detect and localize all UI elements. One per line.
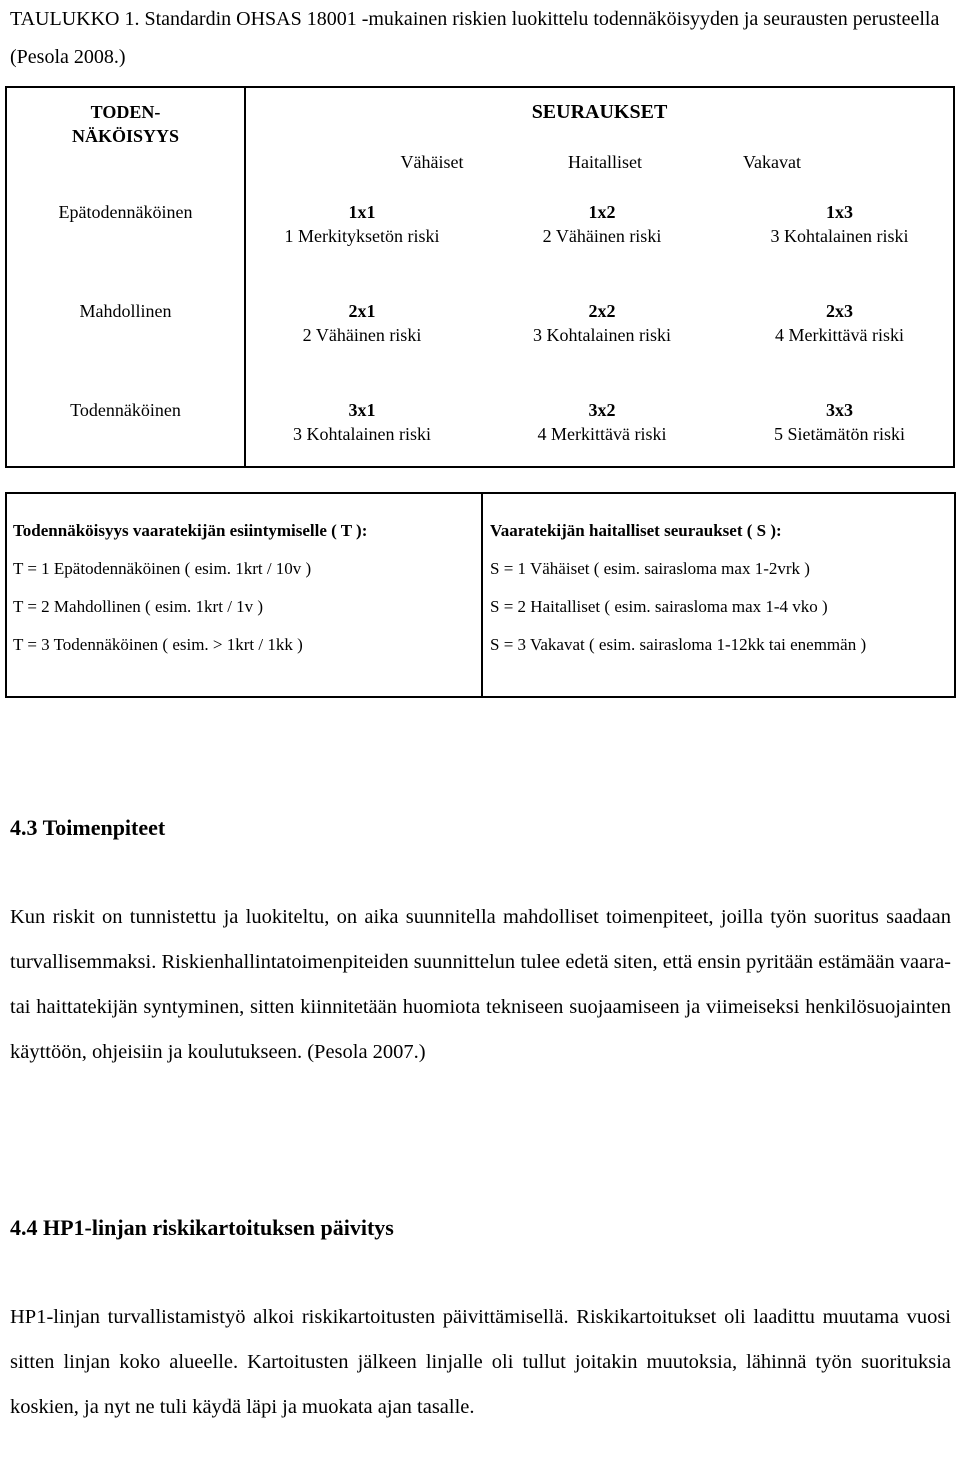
- section-4-4-paragraph: HP1-linjan turvallistamistyö alkoi riskikartoitusten päivittämisellä. Riskikartoitukset oli laadittu muutama vuosi sitten linjan koko alueelle. Kartoitusten jälkeen linjalle oli tullut joitakin muutoksia, lähinnä työn suorituksia koskien, ja nyt ne tuli käydä läpi ja muokata ajan tasalle.: [10, 1306, 951, 1418]
- row-label-possible: Mahdollinen: [79, 301, 172, 321]
- probability-legend: [13, 512, 473, 664]
- legend-item: T = 2 Mahdollinen ( esim. 1krt / 1v ): [13, 597, 264, 616]
- legend-item: S = 1 Vähäiset ( esim. sairasloma max 1-2vrk ): [490, 559, 810, 578]
- consequence-legend: [490, 512, 945, 657]
- matrix-cell-2x3: 2x3 4 Merkittävä riski: [775, 301, 904, 345]
- section-heading-4-4: 4.4 HP1-linjan riskikartoituksen päivitys: [10, 1215, 394, 1240]
- consequences-header: SEURAUKSET: [531, 101, 668, 123]
- matrix-cell-3x3: 3x3 5 Sietämätön riski: [774, 400, 905, 444]
- section-heading-4-3: 4.3 Toimenpiteet: [10, 815, 166, 840]
- matrix-cell-2x1: 2x1 2 Vähäinen riski: [302, 301, 422, 345]
- legend-item: T = 1 Epätodennäköinen ( esim. 1krt / 10v ): [13, 559, 312, 578]
- legend-item: S = 3 Vakavat ( esim. sairasloma 1-12kk tai enemmän ): [490, 635, 867, 654]
- matrix-cell-1x3: 1x3 3 Kohtalainen riski: [770, 202, 909, 246]
- consequence-legend-header: Vaaratekijän haitalliset seuraukset ( S ):: [490, 521, 782, 540]
- legend-divider: [481, 494, 483, 696]
- matrix-divider: [244, 88, 246, 466]
- legend-item: T = 3 Todennäköinen ( esim. > 1krt / 1kk ): [13, 635, 303, 654]
- matrix-cell-2x2: 2x2 3 Kohtalainen riski: [533, 301, 671, 345]
- row-label-unlikely: Epätodennäköinen: [58, 202, 193, 222]
- table-caption: TAULUKKO 1. Standardin OHSAS 18001 -mukainen riskien luokittelu todennäköisyyden ja seurausten perusteella (Pesola 2008.): [10, 8, 940, 68]
- row-label-likely: Todennäköinen: [70, 400, 181, 420]
- matrix-cell-1x1: 1x1 1 Merkityksetön riski: [284, 202, 440, 246]
- consequence-level-serious: Vakavat: [743, 152, 801, 172]
- matrix-cell-1x2: 1x2 2 Vähäinen riski: [542, 202, 662, 246]
- section-4-3-paragraph: Kun riskit on tunnistettu ja luokiteltu, on aika suunnitella mahdolliset toimenpiteet, joilla työn suoritus saadaan turvallisemmaksi. Riskienhallintatoimenpiteiden suunnittelun tulee edetä siten, että ensin pyritään estämään vaara- tai haittatekijän syntyminen, sitten kiinnitetään huomiota tekniseen suojaamiseen ja viimeiseksi henkilösuojainten käyttöön, ohjeisiin ja koulutukseen. (Pesola 2007.): [10, 906, 951, 1063]
- legend-item: S = 2 Haitalliset ( esim. sairasloma max 1-4 vko ): [490, 597, 828, 616]
- risk-matrix-table: [5, 86, 955, 468]
- matrix-cell-3x1: 3x1 3 Kohtalainen riski: [293, 400, 431, 444]
- consequence-level-harmful: Haitalliset: [568, 152, 642, 172]
- probability-legend-header: Todennäköisyys vaaratekijän esiintymiselle ( T ):: [13, 521, 368, 540]
- legend-table: [5, 492, 956, 698]
- matrix-cell-3x2: 3x2 4 Merkittävä riski: [537, 400, 667, 444]
- probability-header: TODEN- NÄKÖISYYS: [71, 102, 180, 146]
- consequence-level-minor: Vähäiset: [400, 152, 464, 172]
